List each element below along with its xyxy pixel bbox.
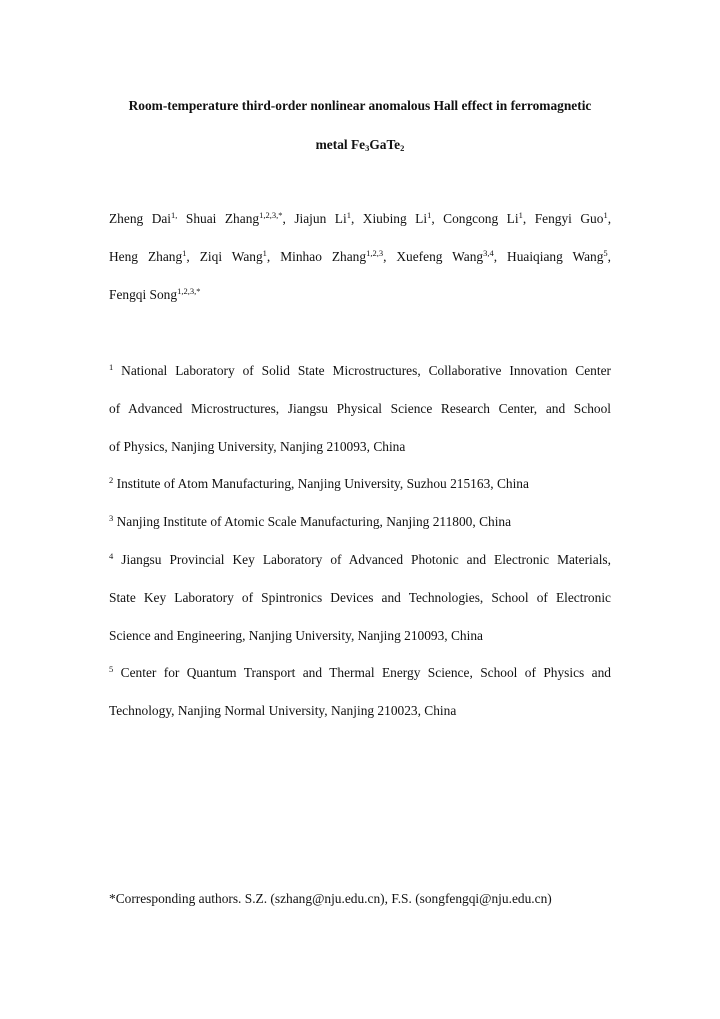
author-affiliation-marker: 1, (171, 210, 178, 220)
author-name: Ziqi Wang (199, 249, 263, 264)
author-affiliation-marker: 1 (346, 210, 351, 220)
affiliation-number: 5 (109, 664, 114, 674)
author-name: Minhao Zhang (280, 249, 367, 264)
affiliation-number: 2 (109, 475, 114, 485)
author-name: Fengyi Guo (534, 211, 604, 226)
title-subscript-1: 3 (365, 143, 370, 153)
author-affiliation-marker: 1 (182, 248, 187, 258)
affiliation-4-line-3: Science and Engineering, Nanjing University, Nanjing 210093, China (109, 628, 483, 643)
author-name: Heng Zhang (109, 249, 183, 264)
title-text-prefix: metal Fe (315, 137, 366, 152)
author-name: Xiubing Li (362, 211, 428, 226)
affiliation-text: Jiangsu Provincial Key Laboratory of Advanced Photonic and Electronic Materials, (121, 552, 611, 567)
author-name: Jiajun Li (294, 211, 347, 226)
title-subscript-2: 2 (400, 143, 405, 153)
paper-title-line-2 (109, 137, 611, 153)
author-line-2: Heng Zhang$^1$, Ziqi Wang$^1$, Minhao Zhang$^{1,2,3}$, Xuefeng Wang$^{3,4}$, Huaiqiang Wang$^5$, (109, 248, 612, 264)
affiliation-number: 1 (109, 362, 114, 372)
paper-title-line-1: Room-temperature third-order nonlinear anomalous Hall effect in ferromagnetic (128, 98, 592, 113)
author-name: Shuai Zhang (185, 211, 260, 226)
author-affiliation-marker: 1 (518, 210, 523, 220)
author-line-3 (109, 287, 611, 303)
corresponding-authors-note: *Corresponding authors. S.Z. (szhang@nju.edu.cn), F.S. (songfengqi@nju.edu.cn) (109, 891, 552, 906)
affiliation-number: 3 (109, 513, 114, 523)
affiliation-1-line-2: of Advanced Microstructures, Jiangsu Physical Science Research Center, and School (109, 401, 611, 416)
affiliation-5-line-2: Technology, Nanjing Normal University, Nanjing 210023, China (109, 703, 457, 718)
author-line-1: Zheng Dai$^{1,}$ Shuai Zhang$^{1,2,3,*}$, Jiajun Li$^1$, Xiubing Li$^1$, Congcong Li$^1$, Fengyi Guo$^1$, (109, 210, 612, 226)
author-name: Zheng Dai (109, 211, 172, 226)
author-affiliation-marker: 1,2,3,* (259, 210, 283, 220)
author-affiliation-marker: 1 (603, 210, 608, 220)
affiliation-text: Nanjing Institute of Atomic Scale Manufacturing, Nanjing 211800, China (116, 514, 512, 529)
affiliation-4-line-2: State Key Laboratory of Spintronics Devices and Technologies, School of Electronic (109, 590, 611, 605)
author-name: Fengqi Song (109, 287, 178, 302)
affiliation-text: National Laboratory of Solid State Microstructures, Collaborative Innovation Center (121, 363, 611, 378)
title-text-mid: GaTe (369, 137, 401, 152)
affiliation-3-line-1 (109, 514, 611, 530)
author-affiliation-marker: 1 (427, 210, 432, 220)
author-name: Xuefeng Wang (396, 249, 484, 264)
author-name: Huaiqiang Wang (507, 249, 604, 264)
author-name: Congcong Li (443, 211, 519, 226)
affiliation-text: Institute of Atom Manufacturing, Nanjing University, Suzhou 215163, China (116, 476, 529, 491)
author-affiliation-marker: 1 (262, 248, 267, 258)
affiliation-1-line-3: of Physics, Nanjing University, Nanjing 210093, China (109, 439, 406, 454)
affiliation-2-line-1 (109, 476, 611, 492)
author-affiliation-marker: 5 (603, 248, 608, 258)
affiliation-4-line-1 (109, 552, 611, 568)
author-affiliation-marker: 1,2,3 (366, 248, 384, 258)
author-affiliation-marker: 3,4 (483, 248, 494, 258)
affiliation-number: 4 (109, 551, 114, 561)
affiliation-1-line-1 (109, 363, 611, 379)
author-affiliation-marker: 1,2,3,* (177, 286, 201, 296)
affiliation-text: Center for Quantum Transport and Thermal Energy Science, School of Physics and (120, 665, 611, 680)
affiliation-5-line-1 (109, 665, 611, 681)
